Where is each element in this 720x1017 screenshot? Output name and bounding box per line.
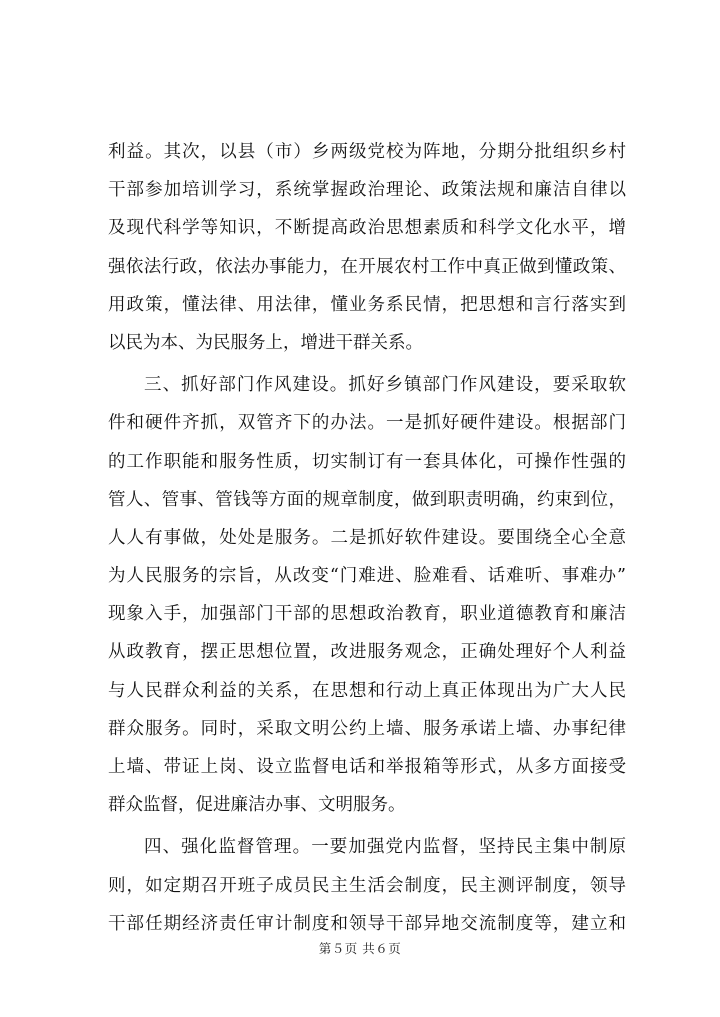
text-line: 管人、管事、管钱等方面的规章制度，做到职责明确，约束到位，: [108, 489, 626, 510]
text-line: 为人民服务的宗旨，从改变“门难进、脸难看、话难听、事难办”: [108, 566, 626, 587]
paragraph-section-four: [108, 828, 626, 943]
text-line: 及现代科学等知识，不断提高政治思想素质和科学文化水平，增: [108, 218, 626, 239]
text-line: 干部任期经济责任审计制度和领导干部异地交流制度等，建立和: [108, 913, 626, 934]
text-line: 的工作职能和服务性质，切实制订有一套具体化，可操作性强的: [108, 451, 626, 472]
section-heading-line: 四、强化监督管理。一要加强党内监督，坚持民主集中制原: [144, 837, 626, 858]
text-line: 群众监督，促进廉洁办事、文明服务。: [108, 795, 406, 816]
text-line: 件和硬件齐抓，双管齐下的办法。一是抓好硬件建设。根据部门: [108, 413, 626, 434]
text-line: 则，如定期召开班子成员民主生活会制度，民主测评制度，领导: [108, 875, 626, 896]
text-line: 利益。其次，以县（市）乡两级党校为阵地，分期分批组织乡村: [108, 142, 626, 162]
text-line: 用政策，懂法律、用法律，懂业务系民情，把思想和言行落实到: [108, 294, 626, 315]
body-text: [108, 133, 626, 943]
text-line: 以民为本、为民服务上，增进干群关系。: [108, 332, 423, 353]
text-line: 上墙、带证上岗、设立监督电话和举报箱等形式，从多方面接受: [108, 757, 626, 777]
text-line: 从政教育，摆正思想位置，改进服务观念，正确处理好个人利益: [108, 642, 626, 663]
text-line: 群众服务。同时，采取文明公约上墙、服务承诺上墙、办事纪律: [108, 718, 626, 739]
text-line: 干部参加培训学习，系统掌握政治理论、政策法规和廉洁自律以: [108, 180, 626, 201]
text-line: 现象入手，加强部门干部的思想政治教育，职业道德教育和廉洁: [108, 604, 626, 625]
section-heading-line: 三、抓好部门作风建设。抓好乡镇部门作风建设，要采取软: [144, 375, 626, 396]
page-number-footer: 第５页 共６页: [318, 941, 402, 956]
paragraph-section-three: [108, 366, 626, 824]
paragraph-continuation: [108, 133, 626, 362]
text-line: 强依法行政，依法办事能力，在开展农村工作中真正做到懂政策、: [108, 256, 626, 277]
text-line: 人人有事做，处处是服务。二是抓好软件建设。要围绕全心全意: [108, 527, 626, 548]
text-line: 与人民群众利益的关系，在思想和行动上真正体现出为广大人民: [108, 680, 626, 701]
